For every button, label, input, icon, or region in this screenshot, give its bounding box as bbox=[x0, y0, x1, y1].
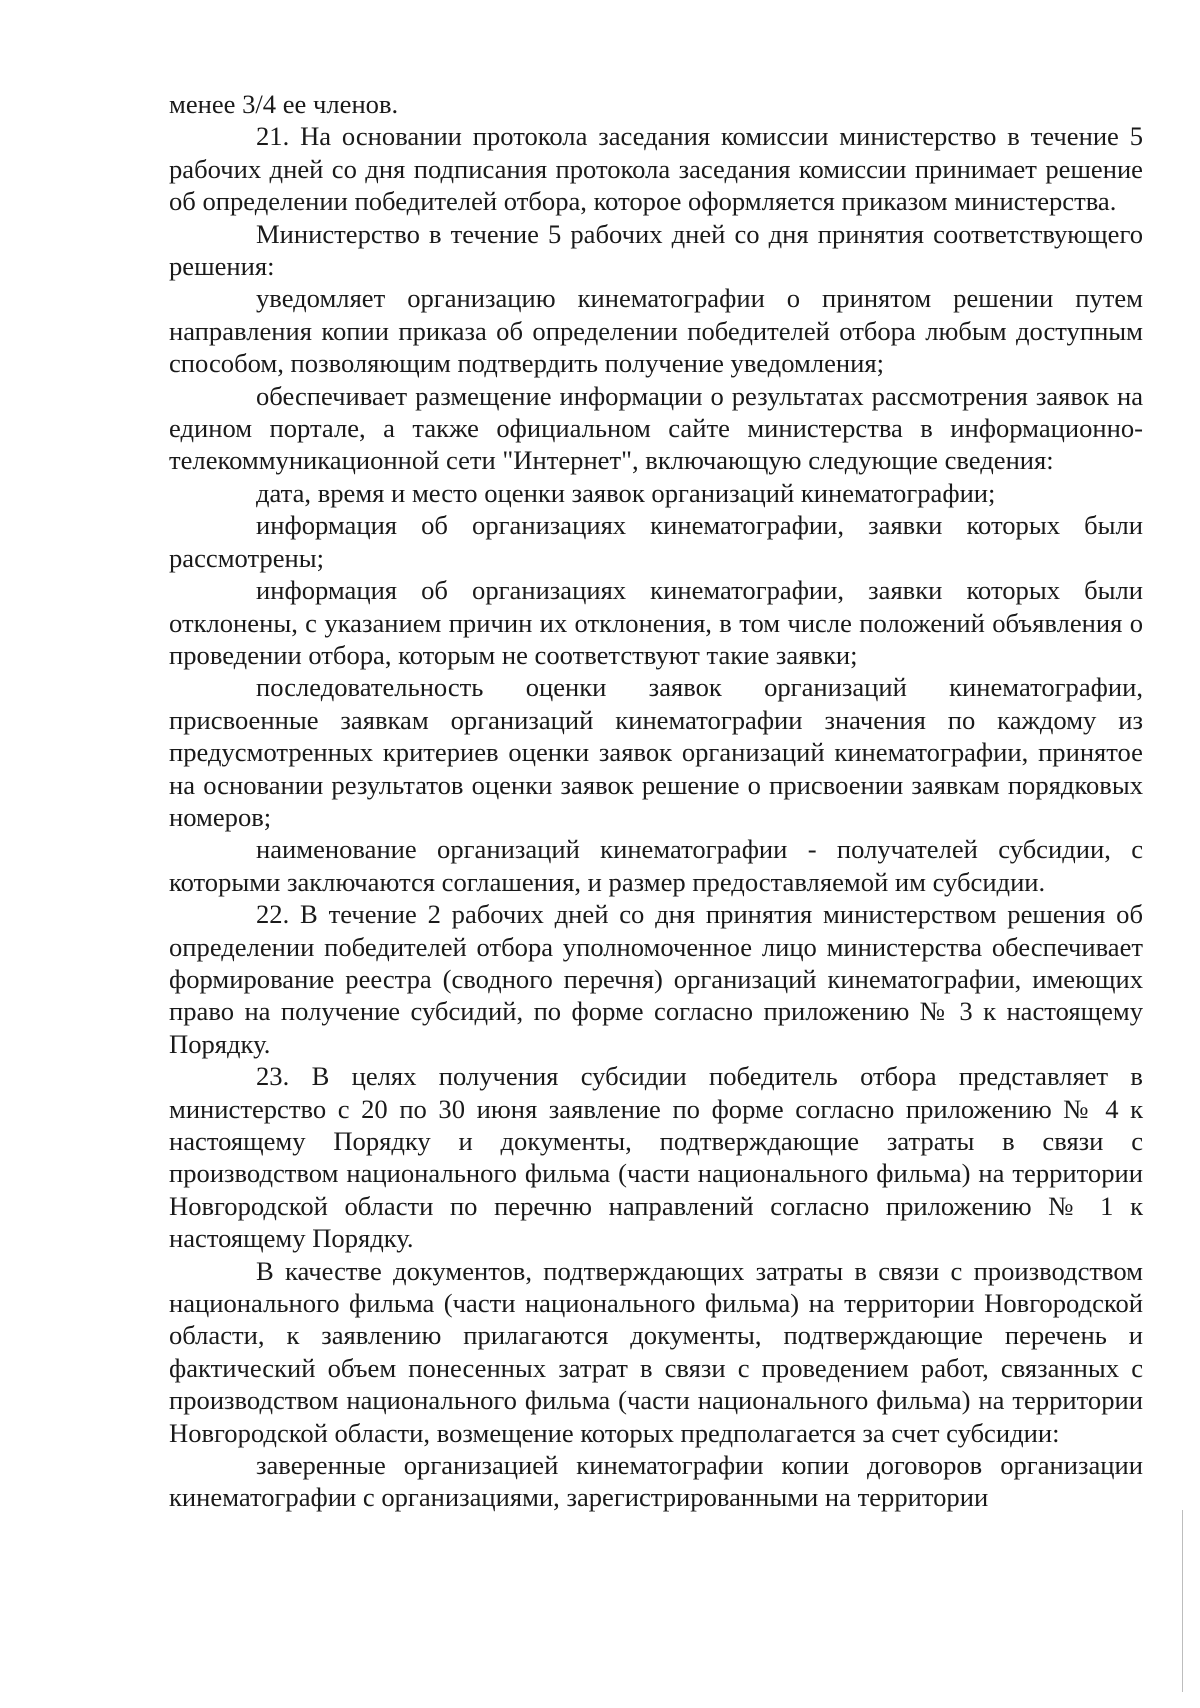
paragraph-ministry-actions: Министерство в течение 5 рабочих дней со дня принятия соответствующего решения: bbox=[169, 218, 1143, 282]
paragraph-publish-information: обеспечивает размещение информации о результатах рассмотрения заявок на едином портале, а также официальном сайте министерства в информационно-телекоммуникационной сети "Интернет", включающую следующие сведения: bbox=[169, 380, 1143, 476]
paragraph-notify-organization: уведомляет организацию кинематографии о принятом решении путем направления копии приказа об определении победителей отбора любым доступным способом, позволяющим подтвердить получение уведомления; bbox=[169, 283, 1143, 379]
paragraph-continuation: менее 3/4 ее членов. bbox=[169, 89, 399, 119]
paragraph-date-time-place: дата, время и место оценки заявок организаций кинематографии; bbox=[256, 477, 996, 508]
paragraph-item-22: 22. В течение 2 рабочих дней со дня принятия министерством решения об определении победителей отбора уполномоченное лицо министерства обеспечивает формирование реестра (сводного перечня) организаций кинематографии, имеющих право на получение субсидий, по форме согласно приложению № 3 к настоящему Порядку. bbox=[169, 899, 1143, 1059]
document-body bbox=[169, 88, 1143, 1514]
paragraph-rejected-applications: информация об организациях кинематографии, заявки которых были отклонены, с указанием причин их отклонения, в том числе положений объявления о проведении отбора, которым не соответствуют такие заявки; bbox=[169, 575, 1143, 670]
paragraph-considered-applications: информация об организациях кинематографии, заявки которых были рассмотрены; bbox=[169, 510, 1143, 573]
paragraph-evaluation-sequence: последовательность оценки заявок организаций кинематографии, присвоенные заявкам организаций кинематографии значения по каждому из предусмотренных критериев оценки заявок организаций кинематографии, принятое на основании результатов оценки заявок решение о присвоении заявкам порядковых номеров; bbox=[169, 672, 1143, 832]
paragraph-item-23: 23. В целях получения субсидии победитель отбора представляет в министерство с 20 по 30 июня заявление по форме согласно приложению № 4 к настоящему Порядку и документы, подтверждающие затраты в связи с производством национального фильма (части национального фильма) на территории Новгородской области по перечню направлений согласно приложению № 1 к настоящему Порядку. bbox=[169, 1061, 1143, 1254]
paragraph-recipients: наименование организаций кинематографии - получателей субсидии, с которыми заключаются соглашения, и размер предоставляемой им субсидии. bbox=[169, 834, 1143, 897]
paragraph-contract-copies: заверенные организацией кинематографии копии договоров организации кинематографии с организациями, зарегистрированными на территории bbox=[169, 1450, 1143, 1513]
paragraph-supporting-documents: В качестве документов, подтверждающих затраты в связи с производством национального фильма (части национального фильма) на территории Новгородской области, к заявлению прилагаются документы, подтверждающие перечень и фактический объем понесенных затрат в связи с проведением работ, связанных с производством национального фильма (части национального фильма) на территории Новгородской области, возмещение которых предполагается за счет субсидии: bbox=[169, 1255, 1143, 1448]
paragraph-item-21: 21. На основании протокола заседания комиссии министерство в течение 5 рабочих дней со дня подписания протокола заседания комиссии принимает решение об определении победителей отбора, которое оформляется приказом министерства. bbox=[169, 121, 1143, 217]
scan-edge-line bbox=[1182, 1510, 1183, 1692]
